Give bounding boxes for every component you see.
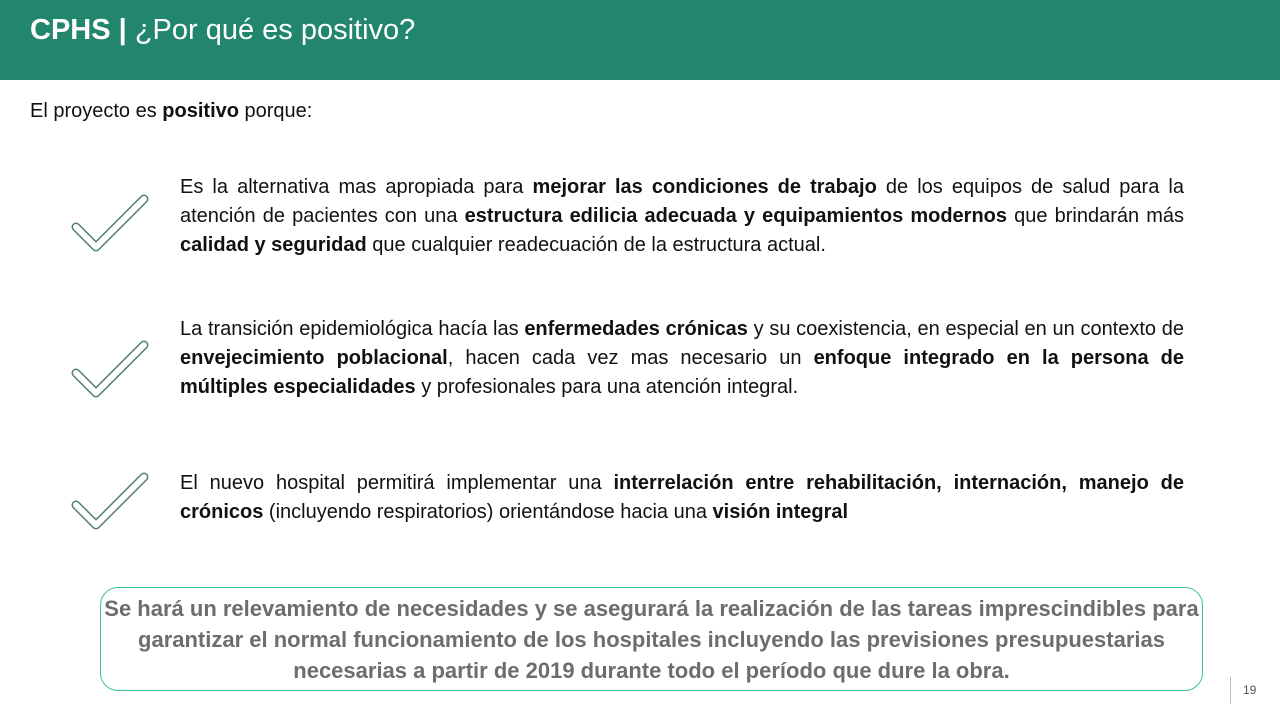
text-run: (incluyendo respiratorios) orientándose hacia una bbox=[263, 501, 713, 523]
brand-label: CPHS | bbox=[30, 14, 127, 46]
check-icon bbox=[68, 469, 152, 533]
slide-title bbox=[30, 14, 415, 47]
bold-text: positivo bbox=[162, 100, 239, 122]
text-run: La transición epidemiológica hacía las bbox=[180, 318, 525, 340]
text-run: que brindarán más bbox=[1007, 205, 1184, 227]
text-run: Es la alternativa mas apropiada para bbox=[180, 176, 533, 198]
text-run: , hacen cada vez mas necesario un bbox=[447, 347, 814, 369]
bold-text: interrelación entre rehabilitación, internación, manejo de crónicos bbox=[180, 472, 1184, 523]
bold-text: mejorar las condiciones de trabajo bbox=[532, 176, 877, 198]
callout-box bbox=[100, 587, 1203, 691]
intro-text bbox=[30, 100, 312, 123]
list-item-text bbox=[180, 173, 1184, 260]
bold-text: calidad y seguridad bbox=[180, 234, 367, 256]
bold-text: enfoque integrado en la persona de múltiples especialidades bbox=[180, 347, 1185, 398]
text-run: de los equipos de salud para la atención de pacientes con una bbox=[180, 176, 1184, 227]
text-run: y su coexistencia, en especial en un contexto de bbox=[747, 318, 1185, 340]
page-divider bbox=[1230, 677, 1231, 704]
bold-text: visión integral bbox=[712, 501, 849, 523]
check-icon bbox=[68, 337, 152, 401]
bold-text: estructura edilicia adecuada y equipamientos modernos bbox=[464, 205, 1008, 227]
page-number: 19 bbox=[1243, 683, 1257, 697]
text-run: porque: bbox=[238, 100, 313, 122]
list-item-text bbox=[180, 315, 1184, 402]
callout-text: Se hará un relevamiento de necesidades y se asegurará la realización de las tareas imprescindibles para garantizar el normal funcionamiento de los hospitales incluyendo las previsiones presupuestarias necesarias a partir de 2019 durante todo el período que dure la obra. bbox=[104, 596, 1199, 683]
slide-header bbox=[0, 0, 1280, 80]
text-run: que cualquier readecuación de la estructura actual. bbox=[366, 234, 826, 256]
text-run: y profesionales para una atención integral. bbox=[415, 376, 799, 398]
bold-text: envejecimiento poblacional bbox=[180, 347, 448, 369]
text-run: El nuevo hospital permitirá implementar una bbox=[180, 472, 614, 494]
bold-text: enfermedades crónicas bbox=[524, 318, 748, 340]
title-text: ¿Por qué es positivo? bbox=[134, 14, 416, 46]
check-icon bbox=[68, 191, 152, 255]
text-run: El proyecto es bbox=[30, 100, 163, 122]
list-item-text bbox=[180, 469, 1184, 527]
